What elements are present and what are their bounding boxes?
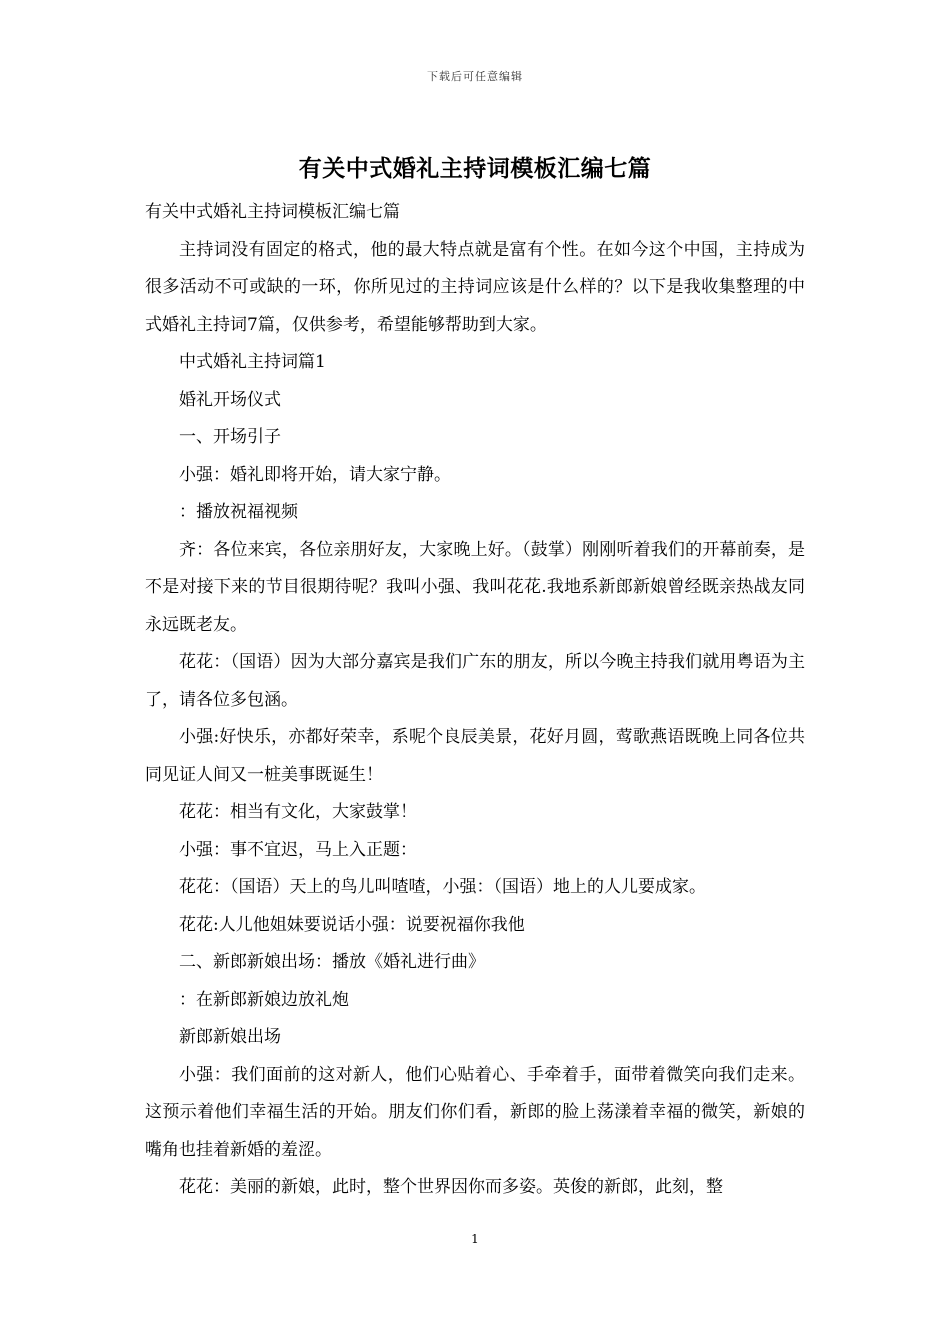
paragraph-intro: 主持词没有固定的格式，他的最大特点就是富有个性。在如今这个中国，主持成为很多活动不可或缺的一环，你所见过的主持词应该是什么样的？以下是我收集整理的中式婚礼主持词7篇，仅供参考，希望能够帮助到大家。	[145, 239, 805, 335]
section-heading: 婚礼开场仪式	[179, 389, 281, 410]
section-heading: 中式婚礼主持词篇1	[179, 352, 326, 372]
paragraph: 花花:人儿他姐妹要说话小强：说要祝福你我他	[179, 914, 525, 935]
paragraph: 新郎新娘出场	[179, 1027, 281, 1047]
paragraph: 花花：美丽的新娘，此时，整个世界因你而多姿。英俊的新郎，此刻，整	[179, 1177, 723, 1197]
paragraph: ：播放祝福视频	[179, 502, 298, 522]
paragraph: 花花：相当有文化，大家鼓掌！	[179, 802, 417, 822]
paragraph: 花花：（国语）因为大部分嘉宾是我们广东的朋友，所以今晚主持我们就用粤语为主了，请各位多包涵。	[145, 652, 805, 710]
section-heading: 一、开场引子	[179, 427, 281, 447]
paragraph: 小强：事不宜迟，马上入正题：	[179, 839, 417, 860]
document-body	[145, 194, 805, 1207]
document-title: 有关中式婚礼主持词模板汇编七篇	[298, 155, 652, 182]
paragraph: 齐：各位来宾，各位亲朋好友，大家晚上好。（鼓掌）刚刚听着我们的开幕前奏，是不是对接下来的节目很期待呢？我叫小强、我叫花花.我地系新郎新娘曾经既亲热战友同永远既老友。	[145, 539, 805, 635]
document-subtitle: 有关中式婚礼主持词模板汇编七篇	[145, 202, 400, 222]
paragraph: 小强:好快乐，亦都好荣幸，系呢个良辰美景，花好月圆，莺歌燕语既晚上同各位共同见证人间又一桩美事既诞生！	[145, 727, 805, 785]
paragraph: 花花：（国语）天上的鸟儿叫喳喳，小强：（国语）地上的人儿要成家。	[179, 877, 706, 897]
paragraph: ：在新郎新娘边放礼炮	[179, 989, 349, 1010]
page-number: 1	[471, 1232, 479, 1246]
page-header-note: 下载后可任意编辑	[427, 70, 523, 83]
paragraph: 小强：婚礼即将开始，请大家宁静。	[179, 464, 451, 485]
section-heading: 二、新郎新娘出场：播放《婚礼进行曲》	[179, 952, 485, 972]
paragraph: 小强：我们面前的这对新人，他们心贴着心、手牵着手，面带着微笑向我们走来。这预示着他们幸福生活的开始。朋友们你们看，新郎的脸上荡漾着幸福的微笑，新娘的嘴角也挂着新婚的羞涩。	[145, 1064, 805, 1160]
